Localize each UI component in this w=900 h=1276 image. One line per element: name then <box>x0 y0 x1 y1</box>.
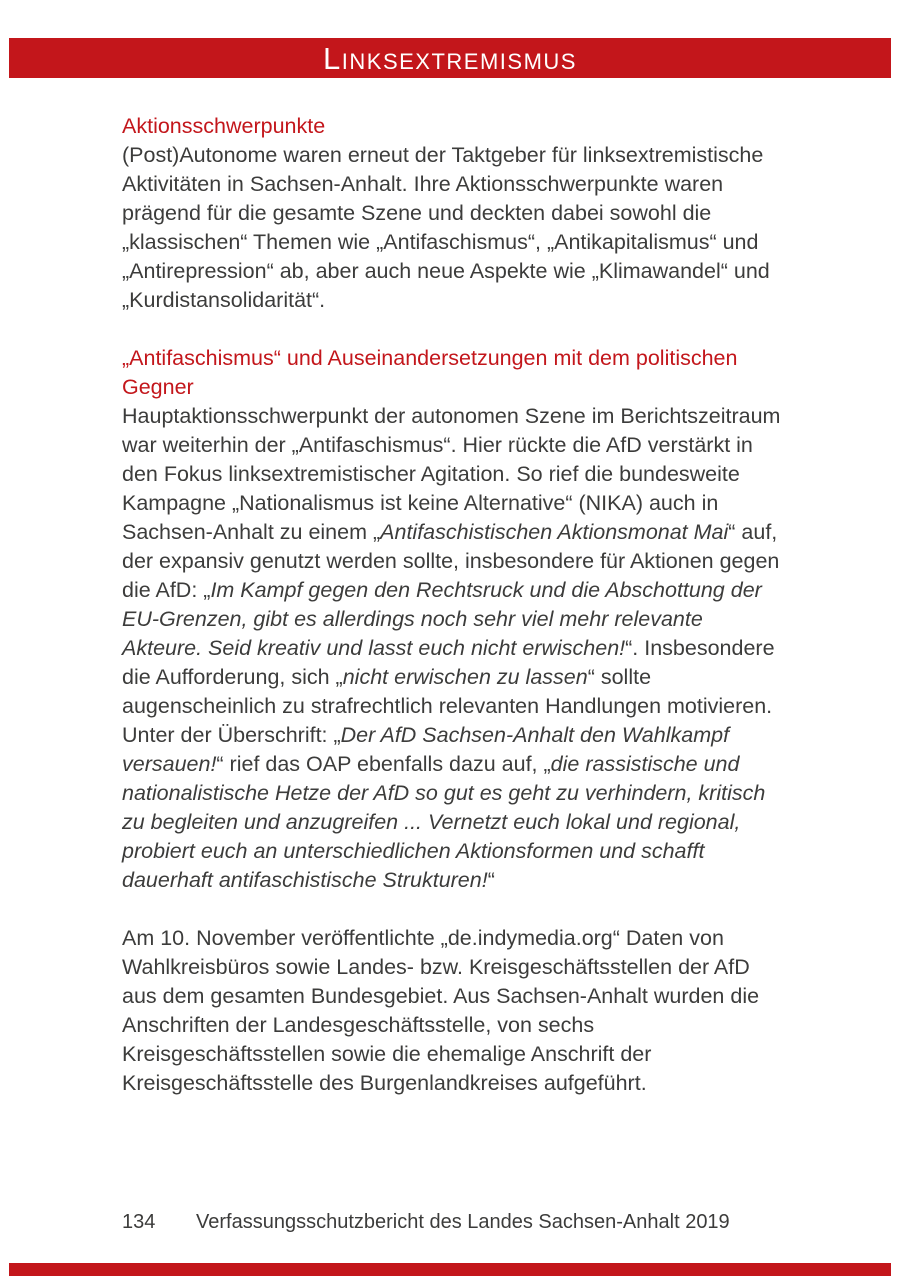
paragraph <box>122 721 782 895</box>
page-footer <box>122 1210 782 1234</box>
paragraph <box>122 402 782 721</box>
footer-title: Verfassungsschutzbericht des Landes Sachsen-Anhalt 2019 <box>196 1211 730 1233</box>
body-text: “ rief das OAP ebenfalls dazu auf, „ <box>216 752 551 776</box>
text-section <box>122 924 782 1098</box>
bottom-edge-bar <box>9 1263 891 1276</box>
quoted-italic-text: die rassistische und nationalistische Hetze der AfD so gut es geht zu verhindern, kritisch zu begleiten und anzugreifen ... Vernetzt euch lokal und regional, probiert euch an unterschiedlichen Aktionsformen und schafft dauerhaft antifaschistische Strukturen! <box>122 752 766 892</box>
body-text: “ <box>487 868 495 892</box>
body-text: “. Insbesondere die Aufforderung, sich „ <box>122 636 775 689</box>
chapter-header-bar <box>9 38 891 78</box>
body-text: “ auf, der expansiv genutzt werden sollte, insbesondere für Aktionen gegen die AfD: „ <box>122 520 780 602</box>
body-text: Hauptaktionsschwerpunkt der autonomen Szene im Berichtszeitraum war weiterhin der „Antifaschismus“. Hier rückte die AfD verstärkt in den Fokus linksextremistischer Agitation. So rief die bundesweite Kampagne „Nationalismus ist keine Alternative“ (NIKA) auch in Sachsen-Anhalt zu einem „ <box>122 404 781 544</box>
body-text: Am 10. November veröffentlichte „de.indymedia.org“ Daten von Wahlkreisbüros sowie Landes- bzw. Kreisgeschäftsstellen der AfD aus dem gesamten Bundesgebiet. Aus Sachsen-Anhalt wurden die Anschriften der Landesgeschäftsstelle, von sechs Kreisgeschäftsstellen sowie die ehemalige Anschrift der Kreisgeschäftsstelle des Burgenlandkreises aufgeführt. <box>122 926 760 1095</box>
body-text: “ sollte augenscheinlich zu strafrechtlich relevanten Handlungen motivieren. <box>122 665 773 718</box>
section-heading: Aktionsschwerpunkte <box>122 114 326 138</box>
paragraph <box>122 141 782 315</box>
quoted-italic-text: Antifaschistischen Aktionsmonat Mai <box>380 520 729 544</box>
quoted-italic-text: nicht erwischen zu lassen <box>342 665 588 689</box>
text-section <box>122 344 782 895</box>
body-text: Unter der Überschrift: „ <box>122 723 341 747</box>
chapter-title: Linksextremismus <box>323 40 577 76</box>
text-section <box>122 112 782 315</box>
body-text: (Post)Autonome waren erneut der Taktgeber für linksextremistische Aktivitäten in Sachsen-Anhalt. Ihre Aktionsschwerpunkte waren prägend für die gesamte Szene und deckten dabei sowohl die „klassischen“ Themen wie „Antifaschismus“, „Antikapitalismus“ und „Antirepression“ ab, aber auch neue Aspekte wie „Klimawandel“ und „Kurdistansolidarität“. <box>122 143 770 312</box>
quoted-italic-text: Im Kampf gegen den Rechtsruck und die Abschottung der EU-Grenzen, gibt es allerdings noch sehr viel mehr relevante Akteure. Seid kreativ und lasst euch nicht erwischen! <box>122 578 762 660</box>
section-heading: „Antifaschismus“ und Auseinandersetzungen mit dem politischen Gegner <box>122 346 738 399</box>
page-number: 134 <box>122 1211 156 1233</box>
quoted-italic-text: Der AfD Sachsen-Anhalt den Wahlkampf versauen! <box>122 723 730 776</box>
paragraph <box>122 924 782 1098</box>
page-body <box>122 112 782 1098</box>
